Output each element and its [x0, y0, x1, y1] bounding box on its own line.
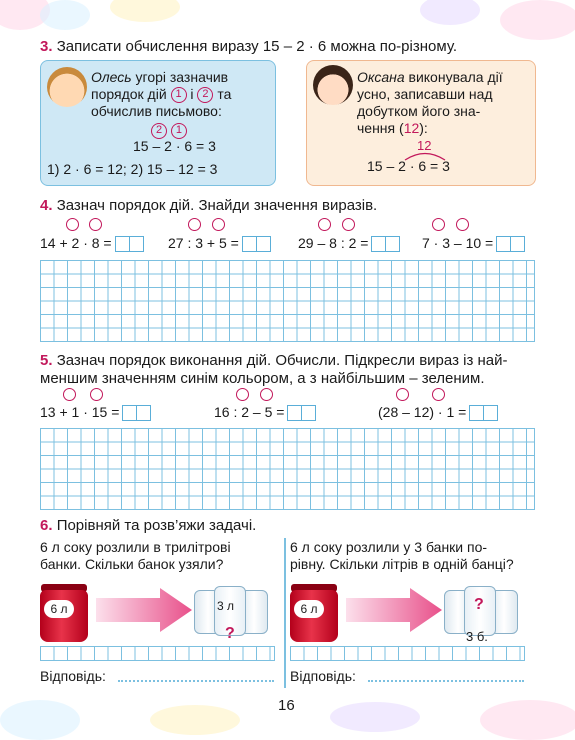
- order-circle[interactable]: [456, 218, 469, 231]
- solution-cells-left[interactable]: [40, 646, 275, 661]
- decor-bubble: [480, 700, 575, 740]
- task-6-title: 6. Порівняй та розв’яжи задачі.: [40, 517, 257, 534]
- order-circle[interactable]: [89, 218, 102, 231]
- order-circle[interactable]: [90, 388, 103, 401]
- order-circle[interactable]: [236, 388, 249, 401]
- boy-avatar-icon: [47, 67, 87, 107]
- question-mark: ?: [474, 596, 484, 613]
- question-mark: ?: [225, 625, 235, 642]
- order-circle[interactable]: [318, 218, 331, 231]
- task-5-title-line-2: меншим значенням синім кольором, а з найбільшим – зеленим.: [40, 370, 485, 387]
- answer-grid-5[interactable]: [40, 428, 535, 510]
- answer-cell[interactable]: [129, 236, 144, 252]
- answer-line-left[interactable]: [118, 680, 274, 682]
- expression-4-1: 14 + 2 · 8 =: [40, 235, 144, 252]
- task-5-title-line-1: 5. Зазнач порядок виконання дій. Обчисли. Підкресли вираз із най-: [40, 352, 508, 369]
- oksana-expression: 15 – 2 · 6 = 3: [367, 158, 450, 174]
- decor-bubble: [420, 0, 480, 25]
- decor-bubble: [40, 0, 90, 30]
- answer-cell[interactable]: [371, 236, 386, 252]
- decor-bubble: [500, 0, 575, 40]
- decor-bubble: [110, 0, 180, 22]
- order-circle[interactable]: [212, 218, 225, 231]
- olesj-expression: 15 – 2 · 6 = 3: [133, 138, 216, 154]
- problem-left-line-2: банки. Скільки банок узяли?: [40, 556, 224, 572]
- expression-5-3: (28 – 12) · 1 =: [378, 404, 498, 421]
- expression-5-1: 13 + 1 · 15 =: [40, 404, 151, 421]
- task-3-title: 3. Записати обчислення виразу 15 – 2 · 6 можна по-різному.: [40, 38, 457, 55]
- decor-bubble: [0, 700, 80, 740]
- arrow-icon: [96, 588, 192, 632]
- problem-right-line-2: рівну. Скільки літрів в одній банці?: [290, 556, 514, 572]
- answer-cell[interactable]: [510, 236, 525, 252]
- answer-cell[interactable]: [496, 236, 511, 252]
- answer-label-right: Відповідь:: [290, 668, 356, 684]
- answer-cell[interactable]: [483, 405, 498, 421]
- order-mark: 1: [171, 123, 187, 139]
- answer-cell[interactable]: [256, 236, 271, 252]
- jar-count-label: 3 б.: [466, 629, 488, 644]
- olesj-steps: 1) 2 · 6 = 12; 2) 15 – 12 = 3: [47, 161, 218, 177]
- order-circle[interactable]: [63, 388, 76, 401]
- order-circle[interactable]: [396, 388, 409, 401]
- answer-grid-4[interactable]: [40, 260, 535, 342]
- expression-5-2: 16 : 2 – 5 =: [214, 404, 316, 421]
- jar-label: 6 л: [294, 600, 324, 618]
- answer-cell[interactable]: [136, 405, 151, 421]
- order-mark: 2: [151, 123, 167, 139]
- order-circle[interactable]: [260, 388, 273, 401]
- answer-cell[interactable]: [115, 236, 130, 252]
- order-circle[interactable]: [342, 218, 355, 231]
- expression-4-3: 29 – 8 : 2 =: [298, 235, 400, 252]
- answer-cell[interactable]: [301, 405, 316, 421]
- decor-bubble: [330, 702, 420, 732]
- answer-cell[interactable]: [122, 405, 137, 421]
- answer-cell[interactable]: [287, 405, 302, 421]
- olesj-box: Олесь угорі зазначив порядок дій 1 і 2 та обчислив письмово: 2 1 15 – 2 · 6 = 3 1) 2 · 6 = 12; 2) 15 – 12 = 3: [40, 60, 276, 186]
- order-circle[interactable]: [432, 388, 445, 401]
- order-circle[interactable]: [432, 218, 445, 231]
- expression-4-4: 7 · 3 – 10 =: [422, 235, 525, 252]
- problem-left-line-1: 6 л соку розлили в трилітрові: [40, 539, 231, 555]
- solution-cells-right[interactable]: [290, 646, 525, 661]
- order-mark: 2: [197, 87, 213, 103]
- answer-label-left: Відповідь:: [40, 668, 106, 684]
- problem-right-line-1: 6 л соку розлили у 3 банки по-: [290, 539, 488, 555]
- answer-cell[interactable]: [469, 405, 484, 421]
- answer-cell[interactable]: [385, 236, 400, 252]
- page-number: 16: [278, 697, 295, 714]
- girl-avatar-icon: [313, 65, 353, 105]
- column-divider: [284, 538, 286, 688]
- jar-label: 6 л: [44, 600, 74, 618]
- order-circle[interactable]: [188, 218, 201, 231]
- arrow-icon: [346, 588, 442, 632]
- order-circle[interactable]: [66, 218, 79, 231]
- task-4-title: 4. Зазнач порядок дій. Знайди значення виразів.: [40, 197, 378, 214]
- answer-cell[interactable]: [242, 236, 257, 252]
- oksana-box: Оксана виконувала дії усно, записавши над добутком його зна- чення (12): 12 15 – 2 · 6 = 3: [306, 60, 536, 186]
- order-mark: 1: [171, 87, 187, 103]
- expression-4-2: 27 : 3 + 5 =: [168, 235, 271, 252]
- answer-line-right[interactable]: [368, 680, 524, 682]
